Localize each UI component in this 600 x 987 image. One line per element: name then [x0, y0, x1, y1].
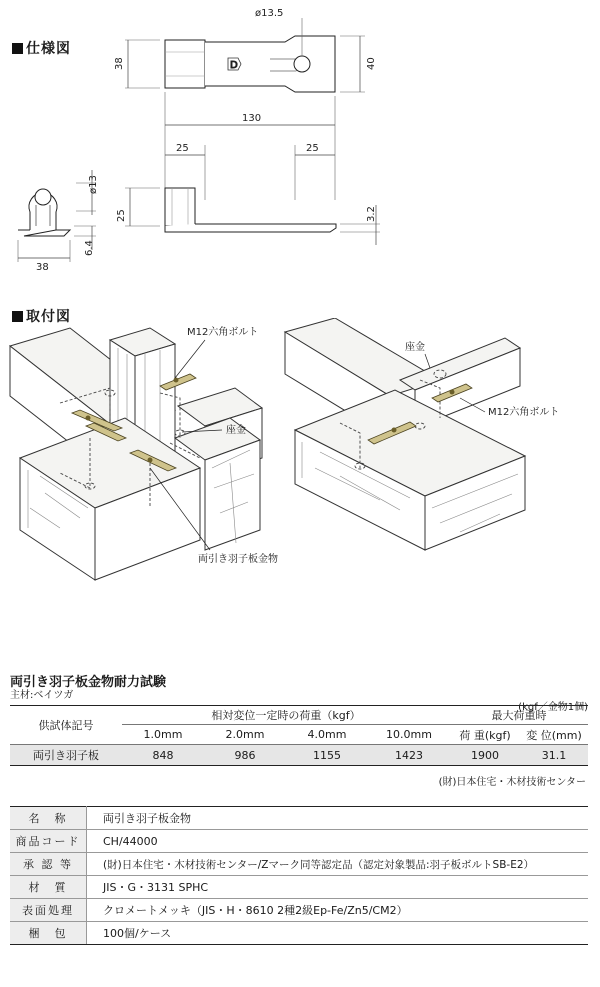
spec-row	[10, 807, 588, 830]
row-value: 1423	[368, 745, 450, 766]
spec-key: 商品コード	[10, 830, 87, 853]
label-bolt-left: M12六角ボルト	[187, 327, 259, 338]
spec-value: 100個/ケース	[87, 922, 589, 945]
dim-end-left: 25	[176, 143, 189, 154]
test-table	[10, 705, 588, 766]
dim-width-left: 38	[114, 57, 125, 70]
spec-key: 表面処理	[10, 899, 87, 922]
test-source: (財)日本住宅・木材技術センター	[438, 777, 586, 788]
row-value: 1155	[286, 745, 368, 766]
sub-header: 荷 重(kgf)	[450, 725, 520, 745]
col-specimen: 供試体記号	[10, 706, 122, 745]
side-view	[125, 188, 380, 245]
spec-row	[10, 876, 588, 899]
row-value: 31.1	[520, 745, 588, 766]
sub-header: 2.0mm	[204, 725, 286, 745]
dim-height: 25	[116, 209, 127, 222]
spec-row	[10, 830, 588, 853]
row-value: 848	[122, 745, 204, 766]
test-title: 両引き羽子板金物耐力試験	[10, 675, 167, 690]
dim-width-right: 40	[366, 57, 377, 70]
label-washer-left: 座金	[226, 425, 246, 436]
row-name: 両引き羽子板	[10, 745, 122, 766]
group-max-header: 最大荷重時	[450, 706, 588, 725]
spec-table	[10, 806, 588, 945]
spec-value: クロメートメッキ（JIS・H・8610 2種2級Ep-Fe/Zn5/CM2）	[87, 899, 589, 922]
spec-drawing	[0, 0, 600, 290]
sub-header: 10.0mm	[368, 725, 450, 745]
spec-value: 両引き羽子板金物	[87, 807, 589, 830]
spec-value: (財)日本住宅・木材技術センター/Zマーク同等認定品（認定対象製品:羽子板ボルトSB-E2）	[87, 853, 589, 876]
spec-key: 名 称	[10, 807, 87, 830]
install-drawing-title-text: 取付図	[26, 309, 71, 325]
row-value: 1900	[450, 745, 520, 766]
spec-value: JIS・G・3131 SPHC	[87, 876, 589, 899]
spec-row	[10, 853, 588, 876]
label-washer-right: 座金	[405, 342, 425, 353]
sub-header: 4.0mm	[286, 725, 368, 745]
left-assembly	[10, 328, 262, 580]
dim-hole-dia: ø13.5	[255, 8, 284, 19]
spec-row	[10, 922, 588, 945]
spec-row	[10, 899, 588, 922]
row-value: 986	[204, 745, 286, 766]
install-drawing	[0, 318, 600, 618]
table-row	[10, 745, 588, 766]
dim-thickness: 3.2	[366, 206, 377, 222]
group-load-header: 相対変位一定時の荷重（kgf）	[122, 706, 450, 725]
test-subtitle: 主材:ベイツガ	[10, 690, 74, 701]
label-bolt-right: M12六角ボルト	[488, 407, 560, 418]
dim-end-right: 25	[306, 143, 319, 154]
spec-drawing-title-text: 仕様図	[26, 41, 71, 57]
dim-pipe-dia: ø13	[88, 175, 99, 194]
dim-length: 130	[242, 113, 262, 124]
test-unit: (kgf／金物1個)	[518, 702, 588, 713]
spec-value: CH/44000	[87, 830, 589, 853]
stamp-mark: D	[230, 60, 238, 71]
spec-key: 材 質	[10, 876, 87, 899]
top-view	[125, 18, 365, 200]
label-hardware: 両引き羽子板金物	[198, 554, 278, 565]
dim-profile-width: 38	[36, 262, 49, 273]
dim-base: 6.4	[84, 240, 95, 256]
sub-header: 変 位(mm)	[520, 725, 588, 745]
spec-key: 梱 包	[10, 922, 87, 945]
spec-key: 承 認 等	[10, 853, 87, 876]
sub-header: 1.0mm	[122, 725, 204, 745]
